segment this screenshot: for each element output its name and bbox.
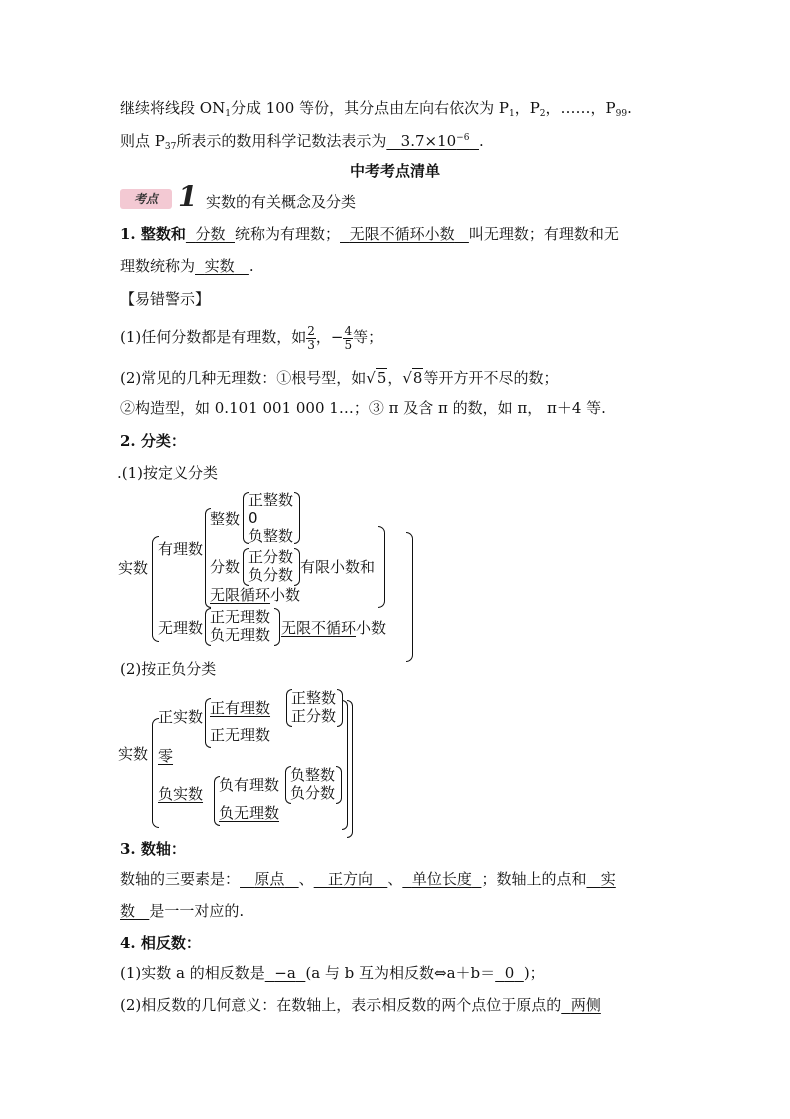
item4-heading: 4. 相反数： [120,934,201,952]
blank: 原点 [254,870,285,888]
intro-text: ，P [514,99,540,117]
opp-text: (2)相反数的几何意义：在数轴上，表示相反数的两个点位于原点的 [120,996,562,1014]
warn-text: (1)任何分数都是有理数，如 [120,328,307,346]
kaodian-badge: 考点 [120,189,172,209]
class2-title: (2)按正负分类 [120,660,217,678]
class1-title: .(1)按定义分类 [117,464,219,482]
axis-line-1 [120,869,616,889]
subscript: 99 [615,109,628,119]
opp-text: )； [523,964,545,982]
intro-text: . [627,99,632,117]
t1-neg-irr: 负无理数 [210,626,271,644]
t1-repeat: 无限循环小数 [210,586,301,604]
t1-pos-irr: 正无理数 [210,608,271,626]
t1-neg-frac: 负分数 [248,566,294,584]
t1-nonrepeat: 无限不循环小数 [281,619,387,637]
blank: −a [274,964,296,982]
opp-text: (1)实数 a 的相反数是 [120,964,265,982]
kaodian-title: 实数的有关概念及分类 [206,193,357,211]
warn-text: 等； [353,328,384,346]
brace [347,700,353,838]
intro-line-1 [120,98,632,118]
item-text: 叫无理数；有理数和无 [468,225,619,243]
intro-text: 则点 P [120,132,165,150]
opp-line-2 [120,995,601,1015]
t2-neg-int: 负整数 [290,766,336,784]
t1-integer: 整数 [210,510,241,528]
blank: 实数 [204,257,235,275]
item1-line-2 [120,256,254,276]
warn-line-2 [120,368,558,388]
warn-text: 等开方开不尽的数； [423,369,559,387]
blank: 两侧 [570,996,601,1014]
blank: 无限不循环小数 [349,225,455,243]
intro-text: 分成 100 等份，其分点由左向右依次为 P [230,99,509,117]
t2-pos-real: 正实数 [158,708,204,726]
axis-text: 、 [387,870,403,888]
t2-neg-irr: 负无理数 [219,804,280,822]
item-text: . [248,257,254,275]
subscript: 37 [164,142,177,152]
t2-pos-frac: 正分数 [291,707,337,725]
t2-neg-frac: 负分数 [290,784,336,802]
intro-text: 所表示的数用科学记数法表示为 [176,132,387,150]
fraction: $\frac{2}{3}$ [307,323,315,352]
fraction: $\frac{4}{5}$ [344,323,353,352]
brace [152,718,159,828]
axis-text: ；数轴上的点和 [481,870,587,888]
axis-text: 数轴的三要素是： [120,870,241,888]
subscript: 1 [508,109,515,119]
item2-heading: 2. 分类： [120,432,186,450]
axis-line-2 [120,901,244,921]
radicand: 8 [412,369,423,387]
brace [406,532,413,662]
t1-finite: 有限小数和 [300,558,376,576]
intro-text: ，……，P [545,99,616,117]
blank: 分数 [195,225,226,243]
kaodian-number: 1 [178,180,198,213]
warn-text: ，− [315,328,344,346]
t2-neg-real: 负实数 [158,785,204,803]
t1-irrational: 无理数 [158,619,204,637]
t1-pos-frac: 正分数 [248,548,294,566]
subscript: 2 [539,109,546,119]
t1-zero: 0 [248,509,258,527]
blank: 实 [600,870,616,888]
warn-text: ，√ [387,369,412,387]
opp-text: (a 与 b 互为相反数⇔a＋b＝ [305,964,496,982]
item-text: 1. 整数和 [120,225,186,243]
item-text: 统称为有理数； [235,225,341,243]
brace [378,526,385,608]
t2-pos-int: 正整数 [291,689,337,707]
t1-fraction: 分数 [210,558,241,576]
intro-line-2 [120,128,484,152]
section-title: 中考考点清单 [349,162,440,180]
t1-neg-int: 负整数 [248,527,294,545]
axis-text: 是一一对应的. [149,902,245,920]
radicand: 5 [376,369,387,387]
blank: 单位长度 [411,870,472,888]
brace [274,608,280,646]
blank: 数 [120,902,136,920]
subscript: 1 [225,109,231,119]
warn-line-3: ②构造型，如 0.101 001 000 1…；③ π 及含 π 的数，如 π， π＋4 等. [120,399,606,417]
t2-pos-irr: 正无理数 [210,726,271,744]
item3-heading: 3. 数轴： [120,840,186,858]
warning-title: 【易错警示】 [120,290,211,308]
answer-blank: $3.7\times 10^{-6}$ [400,132,470,150]
item1-line-1 [120,224,619,244]
t2-root: 实数 [118,745,149,763]
item-text: 理数统称为 [120,257,196,275]
intro-text: . [479,132,484,150]
brace [294,492,300,544]
t2-neg-rational: 负有理数 [219,776,280,794]
t1-pos-int: 正整数 [248,491,294,509]
t2-zero: 零 [158,747,174,765]
warn-line-1 [120,322,383,352]
blank: 正方向 [327,870,373,888]
warn-text: (2)常见的几种无理数：①根号型，如√ [120,369,376,387]
intro-text: 继续将线段 ON [120,99,226,117]
t1-rational: 有理数 [158,540,204,558]
axis-text: 、 [298,870,314,888]
t2-pos-rational: 正有理数 [210,699,271,717]
t1-root: 实数 [118,559,149,577]
opp-line-1 [120,963,545,983]
blank: 0 [504,964,515,982]
